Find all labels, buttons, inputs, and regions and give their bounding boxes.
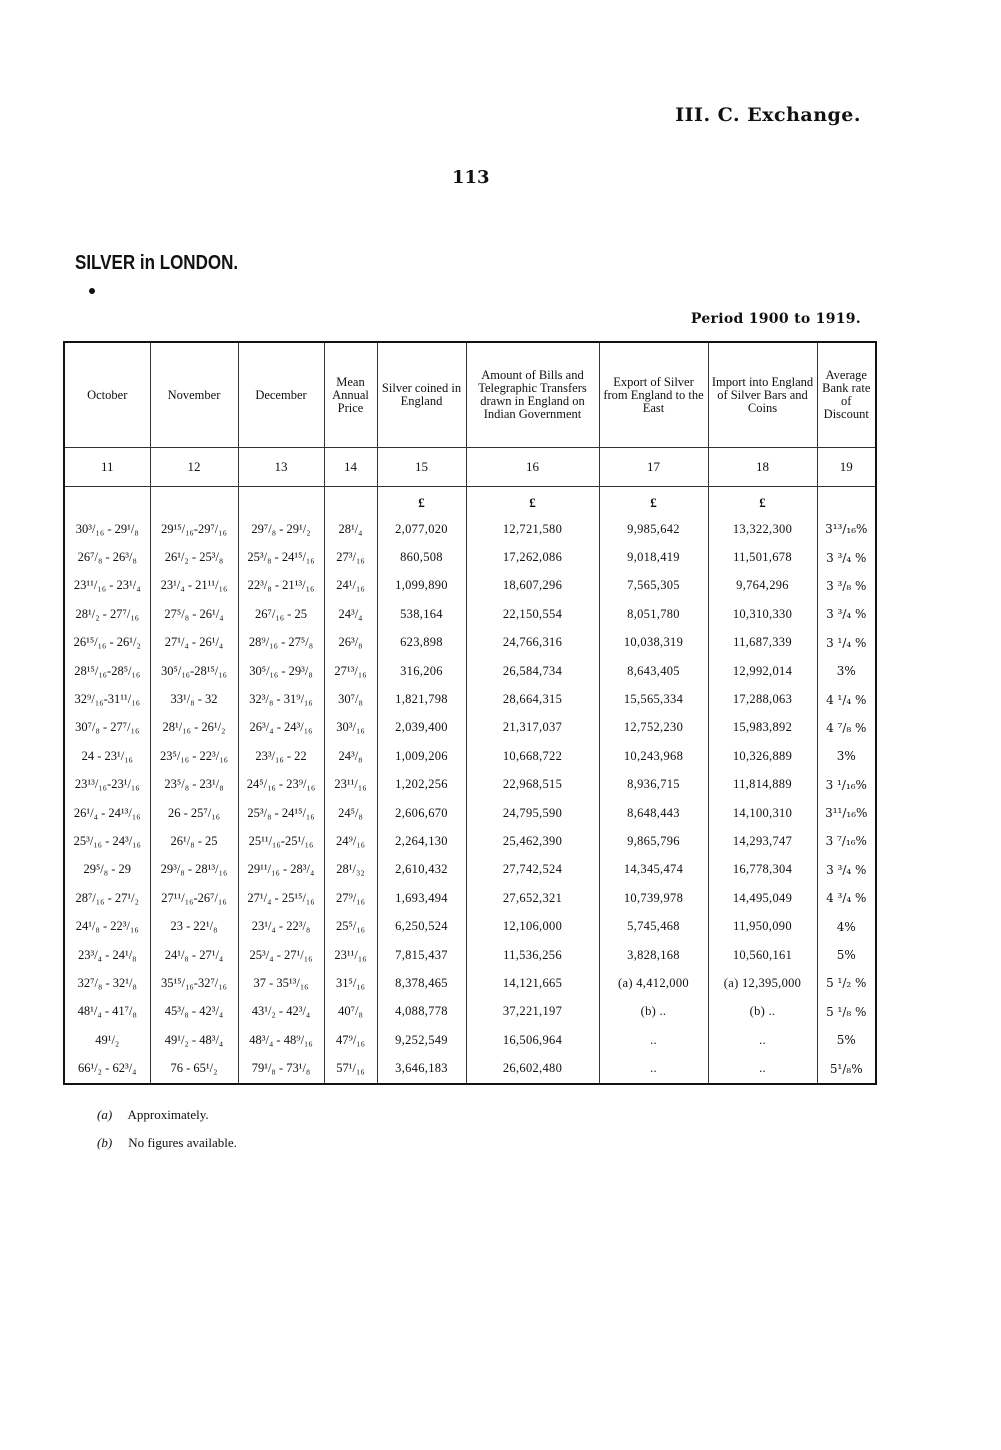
november-cell: 26¹/₈ - 25 <box>150 827 238 855</box>
silver-coined-cell: 9,252,549 <box>377 1026 466 1054</box>
silver-coined-cell: 1,009,206 <box>377 742 466 770</box>
december-cell: 25³/₈ - 24¹⁵/₁₆ <box>238 799 324 827</box>
silver-coined-cell: 860,508 <box>377 543 466 571</box>
bank-rate-cell: 3 ¹/₁₆% <box>817 771 876 799</box>
silver-export-cell: 9,865,796 <box>599 827 708 855</box>
bank-rate-cell: 3 ⁷/₁₆% <box>817 827 876 855</box>
footnote-mark: (b) <box>97 1135 113 1150</box>
bills-transfers-cell: 16,506,964 <box>466 1026 599 1054</box>
column-header: December <box>238 342 324 448</box>
silver-coined-cell: 316,206 <box>377 657 466 685</box>
mean-price-cell: 30⁷/₈ <box>324 685 377 713</box>
bills-transfers-cell: 27,742,524 <box>466 856 599 884</box>
table-row <box>64 515 876 543</box>
bank-rate-cell: 5¹/₈% <box>817 1054 876 1083</box>
column-header: Mean Annual Price <box>324 342 377 448</box>
december-cell: 29¹¹/₁₆ - 28³/₄ <box>238 856 324 884</box>
mean-price-cell: 31⁵/₁₆ <box>324 969 377 997</box>
bank-rate-cell: 3% <box>817 742 876 770</box>
december-cell: 48³/₄ - 48⁹/₁₆ <box>238 1026 324 1054</box>
october-cell: 29⁵/₈ - 29 <box>64 856 150 884</box>
bank-rate-cell: 3 ³/₈ % <box>817 572 876 600</box>
december-cell: 24⁵/₁₆ - 23⁹/₁₆ <box>238 771 324 799</box>
december-cell: 22³/₈ - 21¹³/₁₆ <box>238 572 324 600</box>
silver-export-cell: 8,051,780 <box>599 600 708 628</box>
november-cell: 76 - 65¹/₂ <box>150 1054 238 1083</box>
december-cell: 25¹¹/₁₆-25¹/₁₆ <box>238 827 324 855</box>
bank-rate-cell: 5% <box>817 941 876 969</box>
november-cell: 26¹/₂ - 25³/₈ <box>150 543 238 571</box>
silver-import-cell: 11,687,339 <box>708 629 817 657</box>
november-cell: 24¹/₈ - 27¹/₄ <box>150 941 238 969</box>
footnote-text: Approximately. <box>127 1107 209 1122</box>
silver-import-cell: 12,992,014 <box>708 657 817 685</box>
silver-table <box>63 341 877 1085</box>
bank-rate-cell: 3¹¹/₁₆% <box>817 799 876 827</box>
november-cell: 45³/₈ - 42³/₄ <box>150 998 238 1026</box>
footnotes <box>97 1101 237 1157</box>
column-number: 16 <box>466 448 599 487</box>
bank-rate-cell: 5 ¹/₈ % <box>817 998 876 1026</box>
bank-rate-cell: 4% <box>817 912 876 940</box>
silver-import-cell: 9,764,296 <box>708 572 817 600</box>
bank-rate-cell: 3 ³/₄ % <box>817 856 876 884</box>
table-row <box>64 856 876 884</box>
november-cell: 29¹⁵/₁₆-29⁷/₁₆ <box>150 515 238 543</box>
november-cell: 23¹/₄ - 21¹¹/₁₆ <box>150 572 238 600</box>
silver-coined-cell: 1,099,890 <box>377 572 466 600</box>
october-cell: 28¹⁵/₁₆-28⁵/₁₆ <box>64 657 150 685</box>
silver-coined-cell: 2,610,432 <box>377 856 466 884</box>
october-cell: 26⁷/₈ - 26³/₈ <box>64 543 150 571</box>
footnote-mark: (a) <box>97 1107 113 1122</box>
mean-price-cell: 26³/₈ <box>324 629 377 657</box>
mean-price-cell: 24⁵/₈ <box>324 799 377 827</box>
table-row <box>64 600 876 628</box>
silver-import-cell: 10,326,889 <box>708 742 817 770</box>
november-cell: 23 - 22¹/₈ <box>150 912 238 940</box>
mean-price-cell: 23¹¹/₁₆ <box>324 941 377 969</box>
silver-import-cell: .. <box>708 1026 817 1054</box>
bills-transfers-cell: 37,221,197 <box>466 998 599 1026</box>
silver-coined-cell: 6,250,524 <box>377 912 466 940</box>
november-cell: 27⁵/₈ - 26¹/₄ <box>150 600 238 628</box>
table-row <box>64 1026 876 1054</box>
silver-coined-cell: 1,821,798 <box>377 685 466 713</box>
december-cell: 26⁷/₁₆ - 25 <box>238 600 324 628</box>
table-row <box>64 884 876 912</box>
bank-rate-cell: 3 ¹/₄ % <box>817 629 876 657</box>
silver-import-cell: 13,322,300 <box>708 515 817 543</box>
november-cell: 23⁵/₁₆ - 22³/₁₆ <box>150 742 238 770</box>
silver-coined-cell: 2,606,670 <box>377 799 466 827</box>
silver-export-cell: 7,565,305 <box>599 572 708 600</box>
bills-transfers-cell: 14,121,665 <box>466 969 599 997</box>
column-header: Silver coined in England <box>377 342 466 448</box>
october-cell: 66¹/₂ - 62³/₄ <box>64 1054 150 1083</box>
column-number: 18 <box>708 448 817 487</box>
october-cell: 28⁷/₁₆ - 27¹/₂ <box>64 884 150 912</box>
mean-price-cell: 24¹/₁₆ <box>324 572 377 600</box>
mean-price-cell: 28¹/₃₂ <box>324 856 377 884</box>
table-row <box>64 629 876 657</box>
silver-export-cell: 12,752,230 <box>599 714 708 742</box>
december-cell: 32³/₈ - 31⁹/₁₆ <box>238 685 324 713</box>
bank-rate-cell: 3% <box>817 657 876 685</box>
silver-import-cell: 10,310,330 <box>708 600 817 628</box>
mean-price-cell: 25⁵/₁₆ <box>324 912 377 940</box>
bank-rate-cell: 3 ³/₄ % <box>817 543 876 571</box>
bank-rate-cell: 3¹³/₁₆% <box>817 515 876 543</box>
bills-transfers-cell: 28,664,315 <box>466 685 599 713</box>
table-row <box>64 998 876 1026</box>
silver-export-cell: 10,038,319 <box>599 629 708 657</box>
silver-export-cell: .. <box>599 1026 708 1054</box>
column-header: Import into England of Silver Bars and Coins <box>708 342 817 448</box>
bills-transfers-cell: 26,602,480 <box>466 1054 599 1083</box>
column-header: November <box>150 342 238 448</box>
october-cell: 48¹/₄ - 41⁷/₈ <box>64 998 150 1026</box>
footnote <box>97 1129 237 1157</box>
october-cell: 26¹⁵/₁₆ - 26¹/₂ <box>64 629 150 657</box>
unit-cell <box>324 487 377 516</box>
bills-transfers-cell: 12,106,000 <box>466 912 599 940</box>
october-cell: 23¹³/₁₆-23¹/₁₆ <box>64 771 150 799</box>
unit-cell: £ <box>377 487 466 516</box>
unit-cell: £ <box>708 487 817 516</box>
table-row <box>64 827 876 855</box>
unit-cell: £ <box>466 487 599 516</box>
column-number: 11 <box>64 448 150 487</box>
silver-import-cell: 16,778,304 <box>708 856 817 884</box>
november-cell: 49¹/₂ - 48³/₄ <box>150 1026 238 1054</box>
mean-price-cell: 30³/₁₆ <box>324 714 377 742</box>
silver-export-cell: 10,243,968 <box>599 742 708 770</box>
unit-cell <box>817 487 876 516</box>
silver-import-cell: 14,293,747 <box>708 827 817 855</box>
column-number: 12 <box>150 448 238 487</box>
mean-price-cell: 24³/₈ <box>324 742 377 770</box>
footnote-text: No figures available. <box>128 1135 237 1150</box>
unit-cell <box>238 487 324 516</box>
silver-import-cell: .. <box>708 1054 817 1083</box>
october-cell: 32⁷/₈ - 32¹/₈ <box>64 969 150 997</box>
bills-transfers-cell: 26,584,734 <box>466 657 599 685</box>
october-cell: 30³/₁₆ - 29¹/₈ <box>64 515 150 543</box>
mean-price-cell: 57¹/₁₆ <box>324 1054 377 1083</box>
table-row <box>64 941 876 969</box>
december-cell: 79¹/₈ - 73¹/₈ <box>238 1054 324 1083</box>
column-header: Export of Silver from England to the East <box>599 342 708 448</box>
mean-price-cell: 47⁹/₁₆ <box>324 1026 377 1054</box>
bullet-mark <box>89 288 95 294</box>
bills-transfers-cell: 24,795,590 <box>466 799 599 827</box>
table-row <box>64 969 876 997</box>
silver-export-cell: 14,345,474 <box>599 856 708 884</box>
period-label: Period 1900 to 1919. <box>690 311 861 327</box>
october-cell: 30⁷/₈ - 27⁷/₁₆ <box>64 714 150 742</box>
october-cell: 23¹¹/₁₆ - 23¹/₄ <box>64 572 150 600</box>
column-header: Average Bank rate of Discount <box>817 342 876 448</box>
bills-transfers-cell: 11,536,256 <box>466 941 599 969</box>
column-number: 19 <box>817 448 876 487</box>
bills-transfers-cell: 12,721,580 <box>466 515 599 543</box>
bills-transfers-cell: 22,968,515 <box>466 771 599 799</box>
december-cell: 23¹/₄ - 22³/₈ <box>238 912 324 940</box>
table-row <box>64 572 876 600</box>
bills-transfers-cell: 22,150,554 <box>466 600 599 628</box>
silver-import-cell: 10,560,161 <box>708 941 817 969</box>
silver-export-cell: (b) .. <box>599 998 708 1026</box>
bills-transfers-cell: 10,668,722 <box>466 742 599 770</box>
page-title: SILVER in LONDON. <box>75 252 239 274</box>
unit-cell <box>64 487 150 516</box>
november-cell: 27¹/₄ - 26¹/₄ <box>150 629 238 657</box>
silver-coined-cell: 1,202,256 <box>377 771 466 799</box>
section-title: III. C. Exchange. <box>675 104 861 126</box>
mean-price-cell: 27¹³/₁₆ <box>324 657 377 685</box>
silver-import-cell: (a) 12,395,000 <box>708 969 817 997</box>
silver-export-cell: 8,643,405 <box>599 657 708 685</box>
mean-price-cell: 27⁹/₁₆ <box>324 884 377 912</box>
october-cell: 26¹/₄ - 24¹³/₁₆ <box>64 799 150 827</box>
bills-transfers-cell: 21,317,037 <box>466 714 599 742</box>
bills-transfers-cell: 18,607,296 <box>466 572 599 600</box>
november-cell: 26 - 25⁷/₁₆ <box>150 799 238 827</box>
silver-import-cell: 11,501,678 <box>708 543 817 571</box>
silver-import-cell: 11,814,889 <box>708 771 817 799</box>
november-cell: 33¹/₈ - 32 <box>150 685 238 713</box>
november-cell: 29³/₈ - 28¹³/₁₆ <box>150 856 238 884</box>
silver-coined-cell: 3,646,183 <box>377 1054 466 1083</box>
table-row <box>64 657 876 685</box>
silver-coined-cell: 2,077,020 <box>377 515 466 543</box>
bank-rate-cell: 4 ¹/₄ % <box>817 685 876 713</box>
october-cell: 24 - 23¹/₁₆ <box>64 742 150 770</box>
mean-price-cell: 27³/₁₆ <box>324 543 377 571</box>
column-header: Amount of Bills and Telegraphic Transfers drawn in England on Indian Government <box>466 342 599 448</box>
header-row <box>64 342 876 448</box>
silver-import-cell: 14,495,049 <box>708 884 817 912</box>
december-cell: 27¹/₄ - 25¹⁵/₁₆ <box>238 884 324 912</box>
table-row <box>64 543 876 571</box>
table-row <box>64 1054 876 1083</box>
table-row <box>64 771 876 799</box>
table-row <box>64 742 876 770</box>
december-cell: 23³/₁₆ - 22 <box>238 742 324 770</box>
bank-rate-cell: 4 ³/₄ % <box>817 884 876 912</box>
silver-export-cell: 9,018,419 <box>599 543 708 571</box>
october-cell: 25³/₁₆ - 24³/₁₆ <box>64 827 150 855</box>
december-cell: 26³/₄ - 24³/₁₆ <box>238 714 324 742</box>
silver-coined-cell: 4,088,778 <box>377 998 466 1026</box>
unit-row <box>64 487 876 516</box>
october-cell: 28¹/₂ - 27⁷/₁₆ <box>64 600 150 628</box>
december-cell: 30⁵/₁₆ - 29³/₈ <box>238 657 324 685</box>
december-cell: 37 - 35¹³/₁₆ <box>238 969 324 997</box>
october-cell: 49¹/₂ <box>64 1026 150 1054</box>
silver-export-cell: 8,936,715 <box>599 771 708 799</box>
october-cell: 24¹/₈ - 22³/₁₆ <box>64 912 150 940</box>
page-number: 113 <box>452 167 490 188</box>
december-cell: 28⁹/₁₆ - 27⁵/₈ <box>238 629 324 657</box>
unit-cell <box>150 487 238 516</box>
table-row <box>64 714 876 742</box>
silver-export-cell: (a) 4,412,000 <box>599 969 708 997</box>
silver-coined-cell: 2,039,400 <box>377 714 466 742</box>
december-cell: 25³/₄ - 27¹/₁₆ <box>238 941 324 969</box>
silver-coined-cell: 623,898 <box>377 629 466 657</box>
bank-rate-cell: 5 ¹/₂ % <box>817 969 876 997</box>
silver-import-cell: (b) .. <box>708 998 817 1026</box>
december-cell: 25³/₈ - 24¹⁵/₁₆ <box>238 543 324 571</box>
table-row <box>64 685 876 713</box>
november-cell: 28¹/₁₆ - 26¹/₂ <box>150 714 238 742</box>
silver-coined-cell: 1,693,494 <box>377 884 466 912</box>
bills-transfers-cell: 27,652,321 <box>466 884 599 912</box>
column-number: 15 <box>377 448 466 487</box>
column-number-row <box>64 448 876 487</box>
mean-price-cell: 40⁷/₈ <box>324 998 377 1026</box>
column-number: 17 <box>599 448 708 487</box>
column-header: October <box>64 342 150 448</box>
silver-import-cell: 17,288,063 <box>708 685 817 713</box>
mean-price-cell: 24⁹/₁₆ <box>324 827 377 855</box>
october-cell: 23³/₄ - 24¹/₈ <box>64 941 150 969</box>
bills-transfers-cell: 24,766,316 <box>466 629 599 657</box>
silver-coined-cell: 7,815,437 <box>377 941 466 969</box>
december-cell: 29⁷/₈ - 29¹/₂ <box>238 515 324 543</box>
november-cell: 30⁵/₁₆-28¹⁵/₁₆ <box>150 657 238 685</box>
silver-coined-cell: 8,378,465 <box>377 969 466 997</box>
silver-export-cell: 8,648,443 <box>599 799 708 827</box>
table-row <box>64 799 876 827</box>
bills-transfers-cell: 25,462,390 <box>466 827 599 855</box>
table-row <box>64 912 876 940</box>
bank-rate-cell: 5% <box>817 1026 876 1054</box>
silver-export-cell: 5,745,468 <box>599 912 708 940</box>
november-cell: 23⁵/₈ - 23¹/₈ <box>150 771 238 799</box>
silver-coined-cell: 2,264,130 <box>377 827 466 855</box>
mean-price-cell: 28¹/₄ <box>324 515 377 543</box>
silver-export-cell: 9,985,642 <box>599 515 708 543</box>
bank-rate-cell: 4 ⁷/₈ % <box>817 714 876 742</box>
column-number: 14 <box>324 448 377 487</box>
december-cell: 43¹/₂ - 42³/₄ <box>238 998 324 1026</box>
october-cell: 32⁹/₁₆-31¹¹/₁₆ <box>64 685 150 713</box>
silver-export-cell: 10,739,978 <box>599 884 708 912</box>
mean-price-cell: 23¹¹/₁₆ <box>324 771 377 799</box>
bills-transfers-cell: 17,262,086 <box>466 543 599 571</box>
november-cell: 35¹⁵/₁₆-32⁷/₁₆ <box>150 969 238 997</box>
bank-rate-cell: 3 ³/₄ % <box>817 600 876 628</box>
november-cell: 27¹¹/₁₆-26⁷/₁₆ <box>150 884 238 912</box>
footnote <box>97 1101 237 1129</box>
silver-coined-cell: 538,164 <box>377 600 466 628</box>
silver-import-cell: 15,983,892 <box>708 714 817 742</box>
silver-export-cell: 15,565,334 <box>599 685 708 713</box>
silver-export-cell: .. <box>599 1054 708 1083</box>
silver-import-cell: 14,100,310 <box>708 799 817 827</box>
mean-price-cell: 24³/₄ <box>324 600 377 628</box>
unit-cell: £ <box>599 487 708 516</box>
silver-import-cell: 11,950,090 <box>708 912 817 940</box>
silver-export-cell: 3,828,168 <box>599 941 708 969</box>
column-number: 13 <box>238 448 324 487</box>
